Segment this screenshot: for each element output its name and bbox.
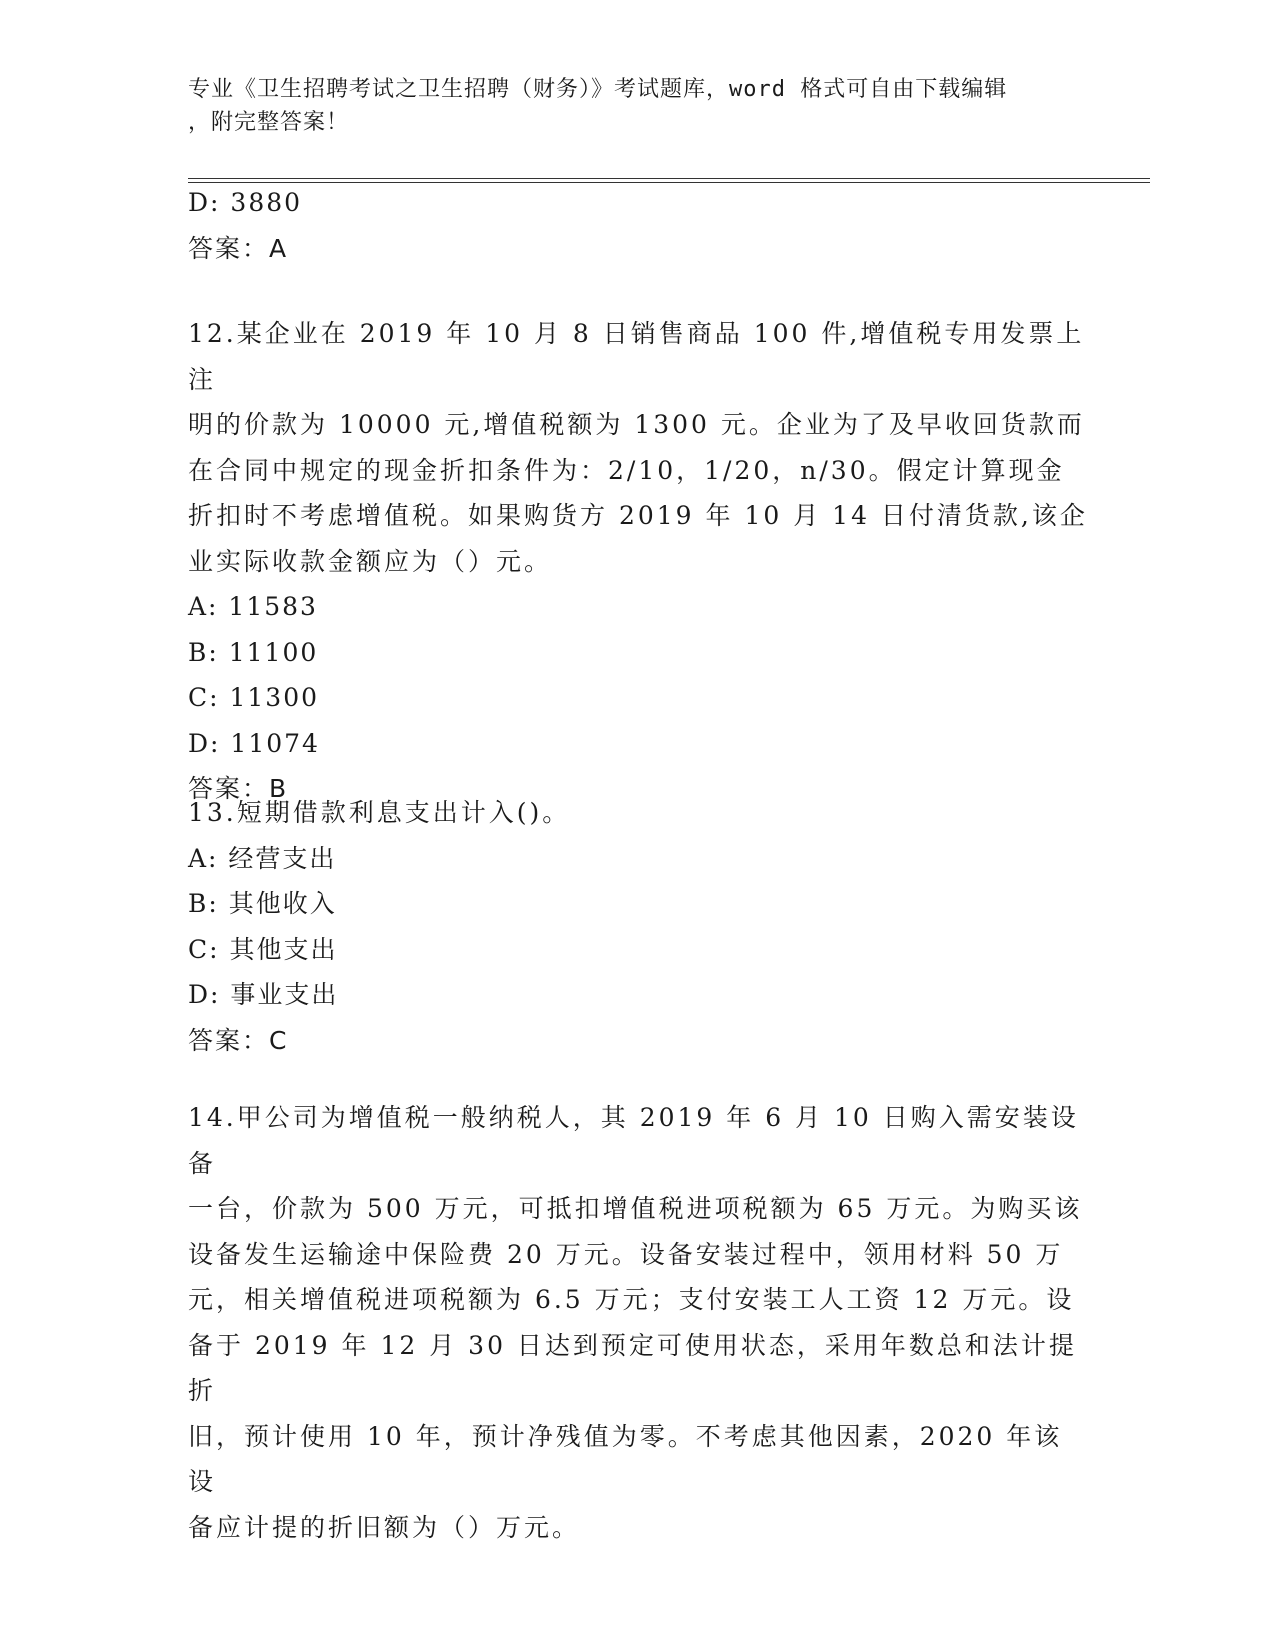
question-line: 备应计提的折旧额为（）万元。: [188, 1512, 581, 1542]
question-text: [188, 311, 1088, 584]
option-b: B: 其他收入: [188, 889, 337, 918]
header-divider-top: [188, 178, 1150, 179]
answer-line: 答案：B: [188, 774, 289, 803]
question-line: 一台，价款为 500 万元，可抵扣增值税进项税额为 65 万元。为购买该: [188, 1194, 1083, 1223]
header-line-2: ，附完整答案！: [188, 110, 350, 135]
question-line: 备于 2019 年 12 月 30 日达到预定可使用状态，采用年数总和法计提折: [188, 1330, 1077, 1405]
question-line: 旧，预计使用 10 年，预计净残值为零。不考虑其他因素，2020 年该设: [188, 1421, 1063, 1496]
question-line: 折扣时不考虑增值税。如果购货方 2019 年 10 月 14 日付清货款,该企: [188, 501, 1088, 530]
question-13: [188, 790, 1088, 1063]
question-text: [188, 1095, 1088, 1550]
option-a: A: 经营支出: [188, 843, 337, 873]
header-line-1: 专业《卫生招聘考试之卫生招聘（财务）》考试题库，word 格式可自由下载编辑: [188, 77, 1008, 102]
question-line: 设备发生运输途中保险费 20 万元。设备安装过程中，领用材料 50 万: [188, 1239, 1064, 1269]
question-line: 14.甲公司为增值税一般纳税人，其 2019 年 6 月 10 日购入需安装设备: [188, 1103, 1079, 1178]
option-c: C: 11300: [188, 683, 320, 712]
question-text: [188, 790, 1088, 836]
question-line: 在合同中规定的现金折扣条件为：2/10，1/20，n/30。假定计算现金: [188, 455, 1065, 485]
question-line: 明的价款为 10000 元,增值税额为 1300 元。企业为了及早收回货款而: [188, 410, 1085, 439]
option-d: D: 11074: [188, 728, 320, 758]
question-line: 业实际收款金额应为（）元。: [188, 546, 553, 576]
page-header: [188, 73, 1068, 139]
question-line: 12.某企业在 2019 年 10 月 8 日销售商品 100 件,增值税专用发票上注: [188, 319, 1085, 394]
question-12: [188, 311, 1088, 812]
question-14: [188, 1095, 1088, 1550]
question-line: 元，相关增值税进项税额为 6.5 万元；支付安装工人工资 12 万元。设: [188, 1285, 1075, 1314]
question-line: 13.短期借款利息支出计入()。: [188, 798, 571, 827]
previous-question-tail: [188, 180, 1088, 271]
option-d: D: 3880: [188, 188, 303, 217]
option-d: D: 事业支出: [188, 980, 339, 1009]
option-c: C: 其他支出: [188, 934, 338, 964]
answer-line: 答案：C: [188, 1025, 289, 1055]
option-a: A: 11583: [188, 592, 318, 621]
option-b: B: 11100: [188, 637, 319, 667]
answer-line: 答案：A: [188, 233, 289, 263]
